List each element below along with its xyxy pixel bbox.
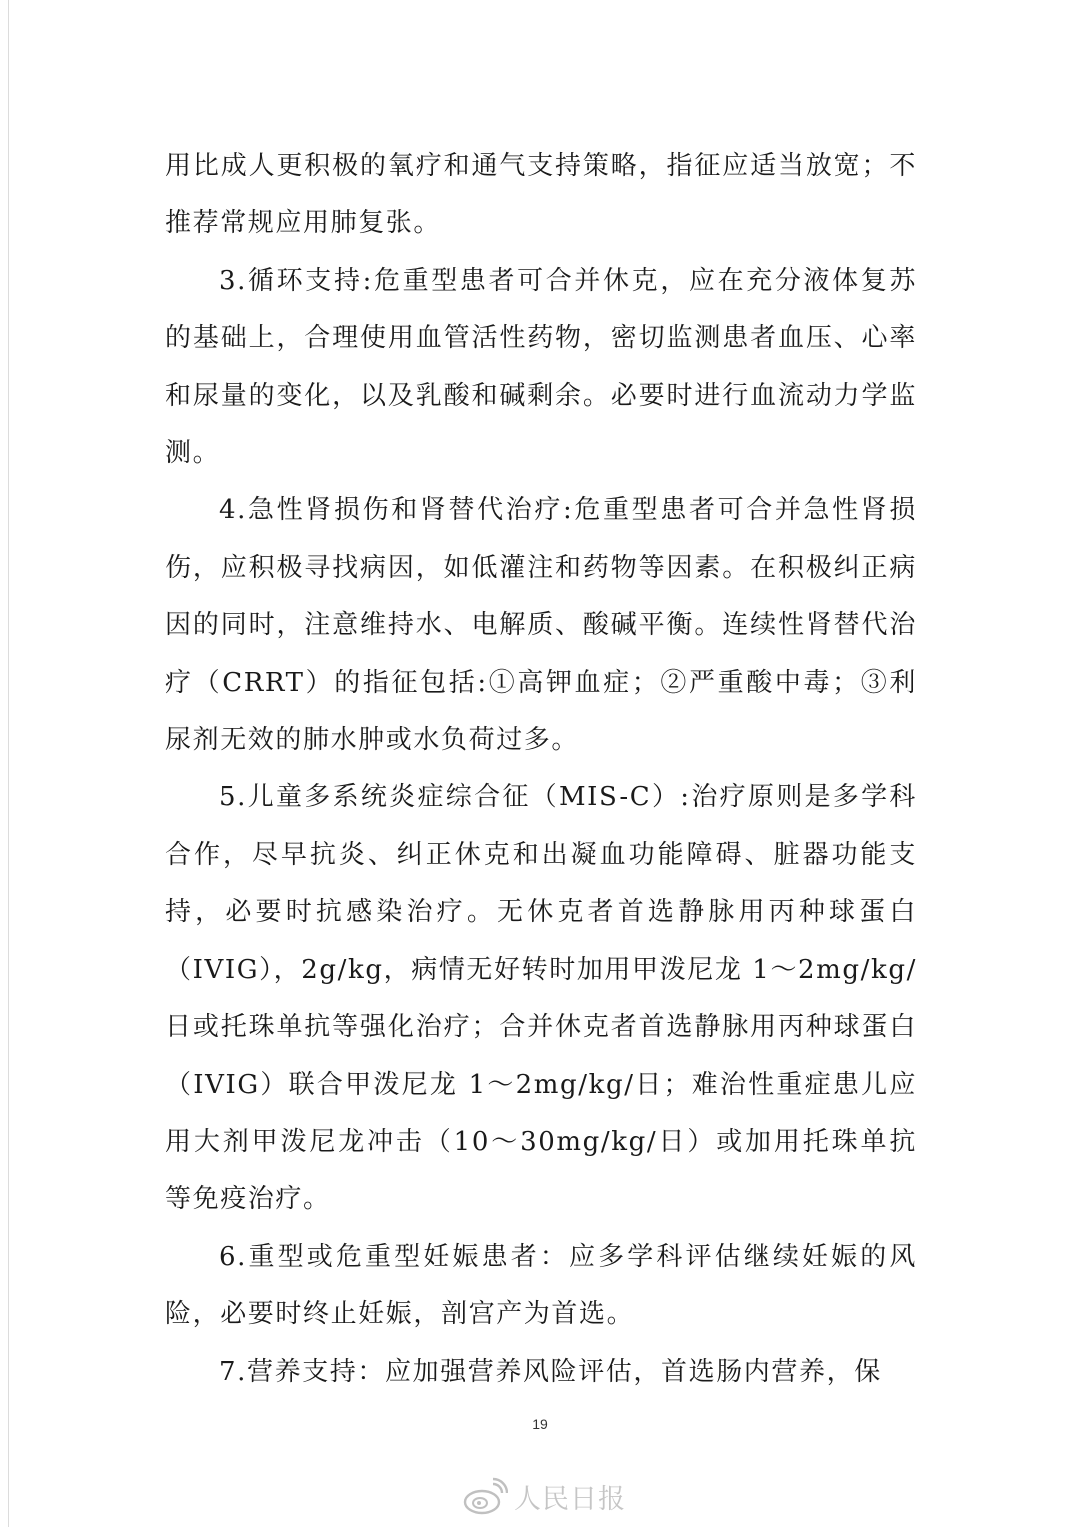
paragraph-mis-c: 5.儿童多系统炎症综合征（MIS-C）:治疗原则是多学科合作，尽早抗炎、纠正休克和出凝血功能障碍、脏器功能支持，必要时抗感染治疗。无休克者首选静脉用丙种球蛋白（IVIG），2g/kg，病情无好转时加用甲泼尼龙 1～2mg/kg/日或托珠单抗等强化治疗；合并休克者首选静脉用丙种球蛋白（IVIG）联合甲泼尼龙 1～2mg/kg/日；难治性重症患儿应用大剂甲泼尼龙冲击（10～30mg/kg/日）或加用托珠单抗等免疫治疗。 — [165, 782, 917, 1215]
paragraph-nutrition: 7.营养支持：应加强营养风险评估，首选肠内营养，保 — [219, 1356, 882, 1387]
paragraph-circulation-support: 3.循环支持:危重型患者可合并休克，应在充分液体复苏的基础上，合理使用血管活性药物，密切监测患者血压、心率和尿量的变化，以及乳酸和碱剩余。必要时进行血流动力学监测。 — [165, 265, 917, 469]
paragraph-oxygen-therapy: 用比成人更积极的氧疗和通气支持策略，指征应适当放宽；不推荐常规应用肺复张。 — [165, 151, 917, 239]
paragraph-pregnancy: 6.重型或危重型妊娠患者：应多学科评估继续妊娠的风险，必要时终止妊娠，剖宫产为首选。 — [165, 1241, 917, 1330]
paragraph-renal-replacement: 4.急性肾损伤和肾替代治疗:危重型患者可合并急性肾损伤，应积极寻找病因，如低灌注和药物等因素。在积极纠正病因的同时，注意维持水、电解质、酸碱平衡。连续性肾替代治疗（CRRT）的指征包括:①高钾血症；②严重酸中毒；③利尿剂无效的肺水肿或水负荷过多。 — [165, 495, 917, 756]
page-edge — [8, 0, 9, 1527]
weibo-icon — [462, 1476, 508, 1516]
watermark — [462, 1476, 626, 1516]
watermark-text: 人民日报 — [514, 1483, 626, 1515]
page-number: 19 — [532, 1416, 548, 1432]
document-body — [165, 138, 917, 1401]
